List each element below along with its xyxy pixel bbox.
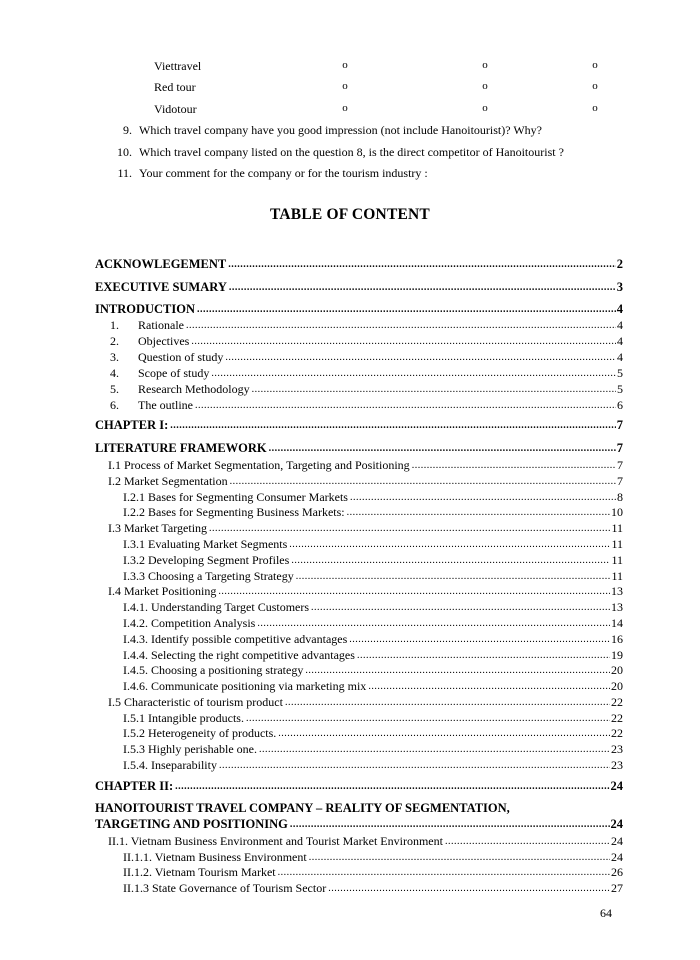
toc-entry-label: I.1 Process of Market Segmentation, Targeting and Positioning xyxy=(108,458,410,472)
toc-entry-label: Question of study xyxy=(138,350,224,364)
toc-entry[interactable] xyxy=(123,490,623,505)
toc-entry[interactable] xyxy=(95,441,623,456)
toc-entry[interactable] xyxy=(123,569,623,584)
radio-option-icon: o xyxy=(482,102,488,114)
toc-entry[interactable] xyxy=(110,318,623,333)
toc-entry-page: 5 xyxy=(617,366,623,380)
toc-entry-label: I.5.3 Highly perishable one. xyxy=(123,742,257,756)
toc-entry-page: 13 xyxy=(611,600,623,614)
company-name: Vidotour xyxy=(154,102,197,116)
toc-entry-number: 3. xyxy=(110,350,119,364)
toc-entry-label: I.5.4. Inseparability xyxy=(123,758,217,772)
radio-option-icon: o xyxy=(592,59,598,71)
toc-entry[interactable] xyxy=(123,505,623,520)
toc-entry-label: LITERATURE FRAMEWORK xyxy=(95,441,267,455)
toc-entry-page: 10 xyxy=(611,505,623,519)
toc-entry[interactable] xyxy=(95,302,623,317)
toc-entry-number: 6. xyxy=(110,398,119,412)
toc-entry-page: 2 xyxy=(616,257,623,271)
page-number: 64 xyxy=(600,906,612,920)
toc-entry[interactable] xyxy=(108,458,623,473)
toc-entry[interactable] xyxy=(123,711,623,726)
survey-question xyxy=(0,145,700,163)
toc-entry-page: 20 xyxy=(611,663,623,677)
toc-entry-label: I.3.3 Choosing a Targeting Strategy xyxy=(123,569,294,583)
toc-entry-page: 11 xyxy=(611,521,623,535)
toc-entry-label: I.5.2 Heterogeneity of products. xyxy=(123,726,277,740)
survey-row xyxy=(0,80,700,98)
toc-entry-label: I.4.2. Competition Analysis xyxy=(123,616,256,630)
toc-entry-page: 7 xyxy=(617,474,623,488)
toc-entry-label: II.1.1. Vietnam Business Environment xyxy=(123,850,307,864)
toc-entry-label: CHAPTER II: xyxy=(95,779,174,793)
toc-entry-label: Rationale xyxy=(138,318,184,332)
toc-entry[interactable] xyxy=(123,648,623,663)
toc-entry-label: ACKNOWLEGEMENT xyxy=(95,257,227,271)
radio-option-icon: o xyxy=(342,80,348,92)
toc-entry-page: 11 xyxy=(611,553,623,567)
toc-entry-page: 3 xyxy=(616,280,623,294)
toc-entry-label: I.4.6. Communicate positioning via marketing mix xyxy=(123,679,367,693)
question-number: 9. xyxy=(123,123,132,137)
toc-entry-page: 13 xyxy=(611,584,623,598)
toc-entry-label: I.4.4. Selecting the right competitive advantages xyxy=(123,648,355,662)
toc-entry-page: 27 xyxy=(611,881,623,895)
toc-entry-page: 4 xyxy=(616,302,623,316)
toc-entry-page: 11 xyxy=(611,537,623,551)
toc-entry-page: 24 xyxy=(611,850,623,864)
toc-entry[interactable] xyxy=(95,817,623,832)
toc-entry[interactable] xyxy=(108,584,623,599)
toc-entry-label: TARGETING AND POSITIONING xyxy=(95,817,288,831)
toc-entry-label: I.5.1 Intangible products. xyxy=(123,711,244,725)
toc-entry[interactable] xyxy=(123,850,623,865)
toc-entry-label: II.1.2. Vietnam Tourism Market xyxy=(123,865,276,879)
toc-entry[interactable] xyxy=(123,663,623,678)
toc-entry-page: 4 xyxy=(617,350,623,364)
toc-entry[interactable] xyxy=(110,366,623,381)
toc-entry-number: 1. xyxy=(110,318,119,332)
toc-entry-page: 24 xyxy=(610,817,623,831)
toc-entry[interactable] xyxy=(95,280,623,295)
toc-entry-label: EXECUTIVE SUMARY xyxy=(95,280,227,294)
toc-entry-label: II.1. Vietnam Business Environment and Tourist Market Environment xyxy=(108,834,443,848)
question-number: 10. xyxy=(117,145,132,159)
survey-row xyxy=(0,102,700,120)
toc-entry[interactable] xyxy=(95,418,623,433)
toc-entry-page: 7 xyxy=(616,441,623,455)
toc-entry-page: 22 xyxy=(611,695,623,709)
question-text: Which travel company have you good impression (not include Hanoitourist)? Why? xyxy=(139,123,543,137)
company-name: Red tour xyxy=(154,80,196,94)
toc-entry-label: I.3.2 Developing Segment Profiles xyxy=(123,553,290,567)
toc-entry-label: I.4.5. Choosing a positioning strategy xyxy=(123,663,304,677)
radio-option-icon: o xyxy=(592,102,598,114)
toc-entry-page: 16 xyxy=(611,632,623,646)
toc-entry[interactable] xyxy=(123,742,623,757)
toc-entry-page: 8 xyxy=(617,490,623,504)
toc-entry[interactable] xyxy=(123,758,623,773)
toc-entry[interactable] xyxy=(123,537,623,552)
toc-entry-label: I.2.1 Bases for Segmenting Consumer Markets xyxy=(123,490,348,504)
toc-entry-heading[interactable]: HANOITOURIST TRAVEL COMPANY – REALITY OF SEGMENTATION, xyxy=(95,801,510,815)
question-number: 11. xyxy=(117,166,132,180)
toc-entry-page: 11 xyxy=(611,569,623,583)
toc-entry-label: Research Methodology xyxy=(138,382,250,396)
toc-entry-page: 26 xyxy=(611,865,623,879)
toc-entry-page: 5 xyxy=(617,382,623,396)
toc-entry-page: 23 xyxy=(611,758,623,772)
question-text: Your comment for the company or for the tourism industry : xyxy=(139,166,428,180)
survey-question xyxy=(0,123,700,141)
toc-entry[interactable] xyxy=(110,398,623,413)
toc-entry-page: 19 xyxy=(611,648,623,662)
toc-entry-page: 22 xyxy=(611,711,623,725)
toc-entry[interactable] xyxy=(123,726,623,741)
toc-entry[interactable] xyxy=(108,474,623,489)
toc-entry[interactable] xyxy=(123,881,623,896)
toc-entry[interactable] xyxy=(123,679,623,694)
toc-entry-label: Scope of study xyxy=(138,366,210,380)
toc-entry-label: I.4.1. Understanding Target Customers xyxy=(123,600,310,614)
radio-option-icon: o xyxy=(482,80,488,92)
toc-entry[interactable] xyxy=(108,834,623,849)
radio-option-icon: o xyxy=(342,102,348,114)
toc-entry-label: The outline xyxy=(138,398,193,412)
company-name: Viettravel xyxy=(154,59,202,73)
toc-entry-label: I.5 Characteristic of tourism product xyxy=(108,695,283,709)
toc-entry[interactable] xyxy=(123,600,623,615)
toc-entry-number: 4. xyxy=(110,366,119,380)
toc-entry[interactable] xyxy=(123,616,623,631)
toc-entry[interactable] xyxy=(110,382,623,397)
toc-entry-label: I.4.3. Identify possible competitive advantages xyxy=(123,632,348,646)
toc-entry-number: 2. xyxy=(110,334,119,348)
toc-entry-label: INTRODUCTION xyxy=(95,302,196,316)
toc-title: TABLE OF CONTENT xyxy=(270,206,430,223)
toc-entry-label: I.4 Market Positioning xyxy=(108,584,217,598)
question-text: Which travel company listed on the question 8, is the direct competitor of Hanoitourist ? xyxy=(139,145,564,159)
toc-entry[interactable] xyxy=(110,334,623,349)
toc-entry-page: 23 xyxy=(611,742,623,756)
toc-entry-page: 6 xyxy=(617,398,623,412)
radio-option-icon: o xyxy=(592,80,598,92)
toc-entry[interactable] xyxy=(123,865,623,880)
toc-entry-label: I.3 Market Targeting xyxy=(108,521,208,535)
survey-row xyxy=(0,59,700,77)
toc-entry-page: 24 xyxy=(610,779,623,793)
toc-entry[interactable] xyxy=(108,521,623,536)
toc-entry[interactable] xyxy=(108,695,623,710)
toc-entry-page: 24 xyxy=(611,834,623,848)
survey-question xyxy=(0,166,700,184)
toc-entry-label: CHAPTER I: xyxy=(95,418,169,432)
radio-option-icon: o xyxy=(342,59,348,71)
radio-option-icon: o xyxy=(482,59,488,71)
toc-entry-page: 14 xyxy=(611,616,623,630)
toc-entry-page: 4 xyxy=(617,318,623,332)
toc-entry[interactable] xyxy=(95,257,623,272)
toc-entry-page: 7 xyxy=(616,418,623,432)
toc-entry-page: 7 xyxy=(617,458,623,472)
toc-entry-label: II.1.3 State Governance of Tourism Sector xyxy=(123,881,327,895)
toc-entry-label: Objectives xyxy=(138,334,190,348)
toc-entry[interactable] xyxy=(95,779,623,794)
toc-entry-page: 20 xyxy=(611,679,623,693)
toc-entry[interactable] xyxy=(123,553,623,568)
toc-entry[interactable] xyxy=(123,632,623,647)
toc-entry-label: I.2 Market Segmentation xyxy=(108,474,228,488)
toc-entry[interactable] xyxy=(110,350,623,365)
toc-entry-label: I.3.1 Evaluating Market Segments xyxy=(123,537,288,551)
toc-entry-label: I.2.2 Bases for Segmenting Business Markets: xyxy=(123,505,345,519)
toc-entry-page: 22 xyxy=(611,726,623,740)
toc-entry-number: 5. xyxy=(110,382,119,396)
toc-entry-page: 4 xyxy=(617,334,623,348)
